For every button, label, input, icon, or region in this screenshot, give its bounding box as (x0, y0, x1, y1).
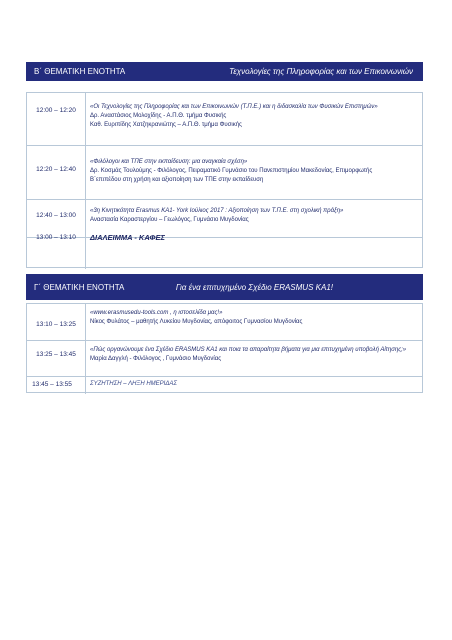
talk-title: «Οι Τεχνολογίες της Πληροφορίας και των Επικοινωνιών (Τ.Π.Ε.) και η διδασκαλία των Φυσικών Επιστημών» (90, 104, 378, 110)
table-row (27, 145, 422, 199)
row-content (85, 377, 422, 394)
table-row (27, 376, 422, 394)
table-row (27, 233, 422, 269)
section-b-table (26, 92, 423, 268)
row-time: 13:00 – 13:10 (36, 234, 76, 241)
row-time: 13:25 – 13:45 (36, 351, 76, 358)
row-content (85, 93, 422, 145)
section-c-table (26, 303, 423, 393)
discussion-label: ΣΥΖΗΤΗΣΗ – ΛΗΞΗ ΗΜΕΡΙΔΑΣ (90, 381, 177, 387)
speaker: Δρ. Αναστάσιος Μολοχίδης - Α.Π.Θ. τμήμα Φυσικής (90, 113, 227, 119)
table-row (27, 93, 422, 145)
table-row (27, 199, 422, 237)
table-row (27, 304, 422, 340)
speaker: Καθ. Ευριπίδης Χατζηκρανιώτης – Α.Π.Θ. τμήμα Φυσικής (90, 122, 242, 128)
row-time: 12:40 – 13:00 (36, 212, 76, 219)
row-content (85, 304, 422, 340)
break-label: ΔΙΑΛΕΙΜΜΑ - ΚΑΦΕΣ (90, 233, 165, 242)
section-c-header (26, 274, 423, 300)
row-time: 13:10 – 13:25 (36, 321, 76, 328)
section-c-subtitle: Για ένα επιτυχημένο Σχέδιο ERASMUS KA1! (175, 282, 333, 292)
speaker: Μαρία Δαγγλή - Φιλόλογος , Γυμνάσιο Μυγδονίας (90, 356, 222, 362)
row-time: 12:00 – 12:20 (36, 107, 76, 114)
table-row (27, 340, 422, 376)
row-content (85, 233, 422, 269)
section-b-subtitle: Τεχνολογίες της Πληροφορίας και των Επικοινωνιών (229, 67, 413, 76)
talk-title: «3η Κινητικότητα Erasmus KA1- York Ιούλιος 2017 : Αξιοποίηση των Τ.Π.Ε. στη σχολική πράξη» (90, 208, 344, 214)
row-content (85, 146, 422, 199)
row-content (85, 341, 422, 376)
talk-title: «www.erasmusedu-tools.com , η ιστοσελίδα μας!» (90, 310, 223, 316)
section-b-header (26, 62, 423, 81)
speaker: Αναστασία Καραστεργίου – Γεωλόγος, Γυμνάσιο Μυγδονίας (90, 217, 249, 223)
speaker: Δρ. Κοσμάς Τουλούμης - Φιλόλογος, Πειραματικό Γυμνάσιο του Πανεπιστημίου Μακεδονίας, Επιμορφωτής (90, 168, 373, 174)
speaker: Β΄επιπέδου στη χρήση και αξιοποίηση των ΤΠΕ στην εκπαίδευση (90, 177, 264, 183)
speaker: Νίκος Φυλάτος – μαθητής Λυκείου Μυγδονίας, απόφοιτος Γυμνασίου Μυγδονίας (90, 319, 303, 325)
row-content (85, 200, 422, 237)
section-c-title: Γ΄ ΘΕΜΑΤΙΚΗ ΕΝΟΤΗΤΑ (34, 282, 125, 292)
row-time: 12:20 – 12:40 (36, 166, 76, 173)
talk-title: «Φιλόλογοι και ΤΠΕ στην εκπαίδευση: μια αναγκαία σχέση» (90, 159, 248, 165)
talk-title: «Πώς οργανώνουμε ένα Σχέδιο ERASMUS KA1 και ποια τα απαραίτητα βήματα για μια επιτυχημένη υποβολή Αίτησης;» (90, 347, 407, 353)
row-time: 13:45 – 13:55 (32, 381, 72, 388)
section-b-title: Β΄ ΘΕΜΑΤΙΚΗ ΕΝΟΤΗΤΑ (34, 67, 126, 76)
